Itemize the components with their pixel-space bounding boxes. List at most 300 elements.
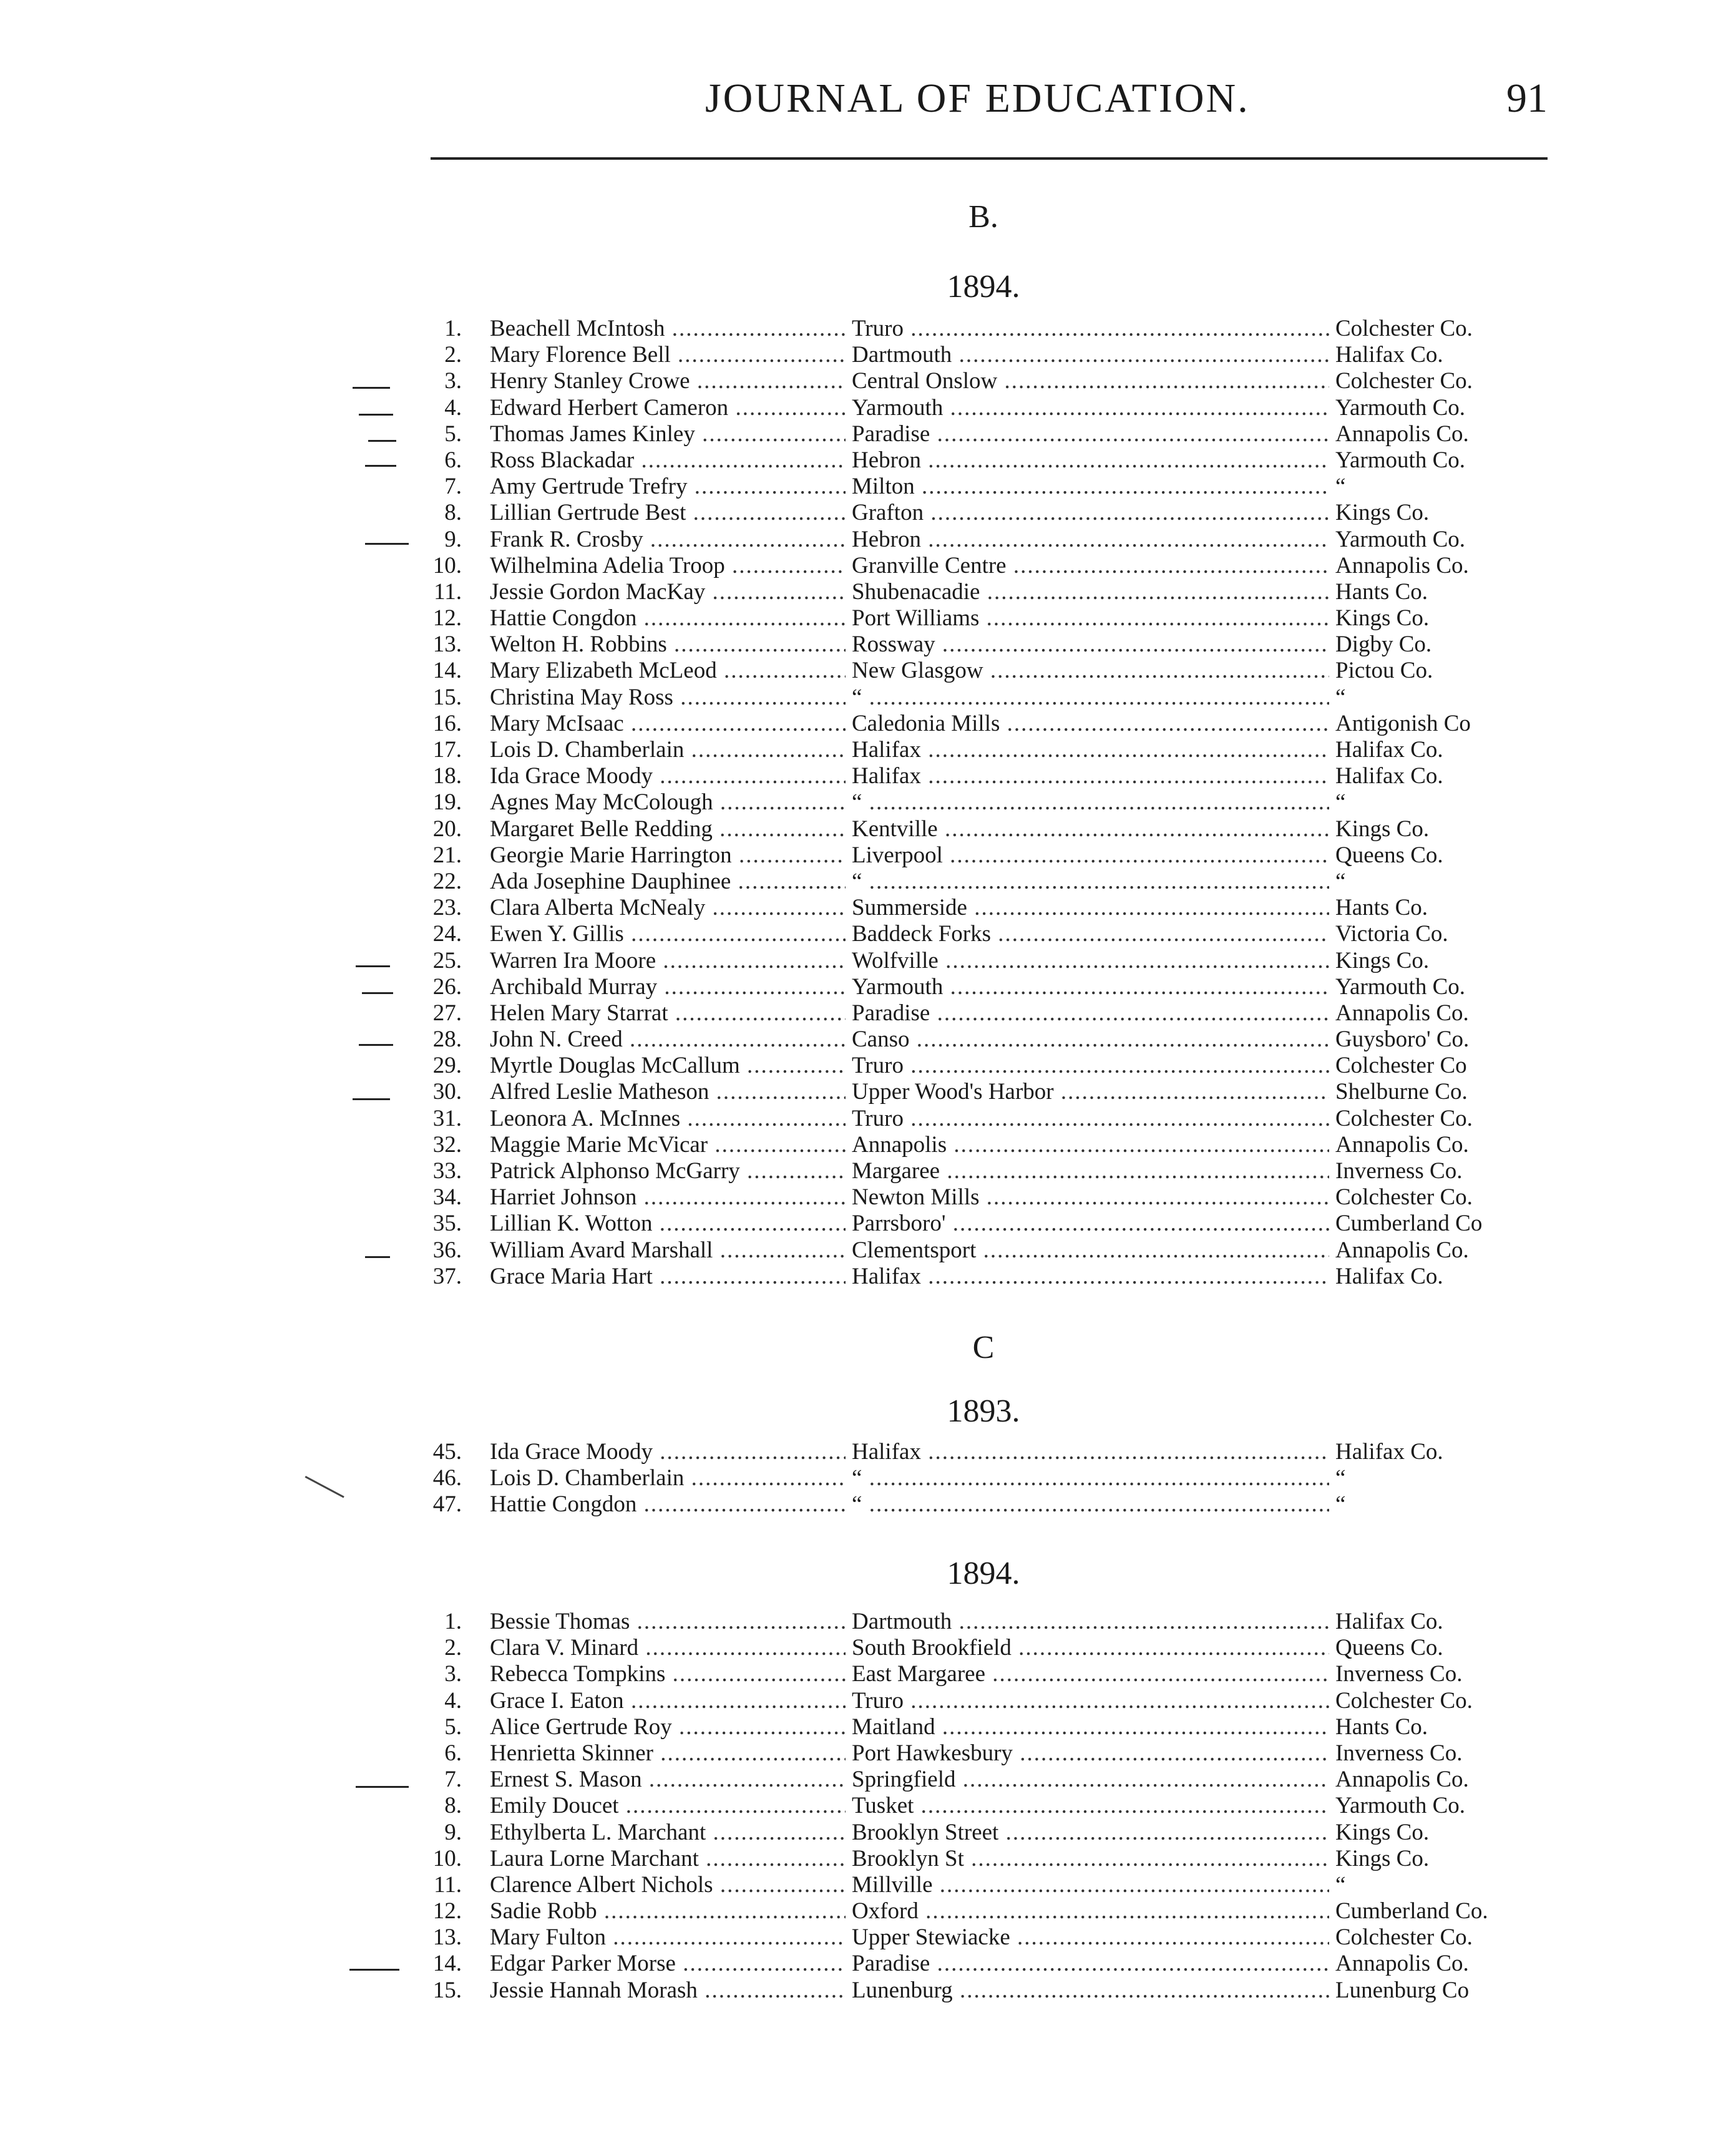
entry-number: 11. <box>434 1871 462 1898</box>
county-name: Halifax Co. <box>1335 737 1443 763</box>
county-name: Annapolis Co. <box>1335 1237 1469 1263</box>
entry-row <box>0 395 1736 421</box>
place-name: Lunenburg ..... <box>852 1978 1329 2004</box>
county-name: Annapolis Co. <box>1335 421 1469 447</box>
place-name: Port Williams ..... <box>852 605 1329 632</box>
county-name: Hants Co. <box>1335 895 1428 921</box>
place-name: Truro ..... <box>852 316 1329 342</box>
header-rule <box>431 157 1548 160</box>
county-name: “ <box>1335 1491 1346 1518</box>
section-c-year-1894-heading <box>0 1555 1736 1592</box>
entry-row <box>0 1027 1736 1053</box>
place-name: Upper Stewiacke ..... <box>852 1924 1329 1951</box>
place-name: Maitland ..... <box>852 1714 1329 1740</box>
county-name: Annapolis Co. <box>1335 1131 1469 1158</box>
entry-number: 25. <box>432 947 462 973</box>
student-name: Leonora A. McInnes ..... <box>490 1106 846 1132</box>
student-name: Thomas James Kinley ..... <box>490 421 846 447</box>
entry-row <box>0 1491 1736 1518</box>
county-name: Hants Co. <box>1335 578 1428 605</box>
student-name: Hattie Congdon ..... <box>490 605 846 632</box>
place-name: East Margaree ..... <box>852 1661 1329 1687</box>
place-name: Halifax ..... <box>852 1439 1329 1465</box>
student-name: Grace I. Eaton ..... <box>490 1688 846 1714</box>
entry-row <box>0 1978 1736 2004</box>
student-name: Ewen Y. Gillis ..... <box>490 921 846 947</box>
entry-number: 29. <box>432 1053 462 1079</box>
entry-number: 6. <box>444 1740 462 1766</box>
student-name: Lillian K. Wotton ..... <box>490 1211 846 1237</box>
entry-row <box>0 1079 1736 1105</box>
student-name: Henry Stanley Crowe ..... <box>490 368 846 394</box>
county-name: Kings Co. <box>1335 605 1430 632</box>
student-name: Myrtle Douglas McCallum ..... <box>490 1053 846 1079</box>
county-name: Kings Co. <box>1335 500 1430 526</box>
section-letter: C <box>972 1330 995 1365</box>
entry-row <box>0 1237 1736 1264</box>
county-name: Hants Co. <box>1335 1714 1428 1740</box>
county-name: Halifax Co. <box>1335 1439 1443 1465</box>
place-name: New Glasgow ..... <box>852 658 1329 684</box>
place-name: Hebron ..... <box>852 447 1329 474</box>
section-b-list <box>0 316 1736 1290</box>
entry-number: 18. <box>432 763 462 789</box>
entry-row <box>0 1661 1736 1687</box>
student-name: Lois D. Chamberlain ..... <box>490 1465 846 1491</box>
place-name: Summerside ..... <box>852 895 1329 921</box>
student-name: Mary McIsaac ..... <box>490 711 846 737</box>
county-name: Pictou Co. <box>1335 658 1433 684</box>
student-name: Beachell McIntosh ..... <box>490 316 846 342</box>
county-name: Halifax Co. <box>1335 1609 1443 1634</box>
county-name: Victoria Co. <box>1335 921 1448 947</box>
student-name: Lois D. Chamberlain ..... <box>490 737 846 763</box>
entry-number: 32. <box>432 1131 462 1158</box>
entry-row <box>0 447 1736 474</box>
student-name: Hattie Congdon ..... <box>490 1491 846 1518</box>
county-name: “ <box>1335 1871 1346 1898</box>
county-name: Digby Co. <box>1335 632 1432 658</box>
place-name: Kentville ..... <box>852 816 1329 842</box>
place-name: Springfield ..... <box>852 1767 1329 1793</box>
county-name: Kings Co. <box>1335 947 1430 973</box>
place-name: Brooklyn St ..... <box>852 1846 1329 1872</box>
student-name: Archibald Murray ..... <box>490 974 846 1000</box>
county-name: Colchester Co. <box>1335 1184 1473 1211</box>
student-name: Emily Doucet ..... <box>490 1793 846 1819</box>
place-name: Yarmouth ..... <box>852 395 1329 421</box>
county-name: Cumberland Co. <box>1335 1898 1488 1924</box>
entry-number: 19. <box>432 789 462 816</box>
place-name: Millville ..... <box>852 1872 1329 1898</box>
place-name: Grafton ..... <box>852 500 1329 526</box>
entry-row <box>0 974 1736 1000</box>
entry-number: 5. <box>444 421 462 447</box>
entry-number: 4. <box>444 394 462 421</box>
entry-row <box>0 1688 1736 1714</box>
student-name: Georgie Marie Harrington ..... <box>490 842 846 869</box>
entry-row <box>0 1951 1736 1977</box>
student-name: Christina May Ross ..... <box>490 685 846 711</box>
student-name: Margaret Belle Redding ..... <box>490 816 846 842</box>
entry-number: 12. <box>432 1898 462 1924</box>
entry-row <box>0 921 1736 947</box>
entry-row <box>0 316 1736 342</box>
entry-number: 13. <box>432 632 462 658</box>
entry-number: 13. <box>432 1924 462 1951</box>
place-name: Canso ..... <box>852 1027 1329 1053</box>
county-name: Yarmouth Co. <box>1335 1793 1465 1819</box>
entry-number: 23. <box>432 895 462 921</box>
student-name: Ada Josephine Dauphinee ..... <box>490 869 846 895</box>
entry-row <box>0 1211 1736 1237</box>
student-name: Harriet Johnson ..... <box>490 1184 846 1211</box>
entry-number: 7. <box>444 1767 462 1793</box>
county-name: Annapolis Co. <box>1335 552 1469 578</box>
entry-row <box>0 368 1736 394</box>
student-name: Edward Herbert Cameron ..... <box>490 395 846 421</box>
entry-row <box>0 1872 1736 1898</box>
place-name: Central Onslow ..... <box>852 368 1329 394</box>
entry-row <box>0 1714 1736 1740</box>
entry-row <box>0 1740 1736 1767</box>
place-name: Paradise ..... <box>852 1951 1329 1977</box>
county-name: Annapolis Co. <box>1335 1000 1469 1026</box>
place-name: “ ..... <box>852 1465 1329 1491</box>
place-name: Caledonia Mills ..... <box>852 711 1329 737</box>
margin-mark <box>365 465 396 467</box>
entry-number: 17. <box>432 737 462 763</box>
entry-number: 9. <box>444 526 462 552</box>
entry-number: 34. <box>432 1184 462 1211</box>
entry-row <box>0 1465 1736 1491</box>
place-name: Paradise ..... <box>852 1000 1329 1027</box>
running-title: JOURNAL OF EDUCATION. <box>705 76 1250 121</box>
county-name: Yarmouth Co. <box>1335 526 1465 552</box>
student-name: Bessie Thomas ..... <box>490 1609 846 1635</box>
place-name: Baddeck Forks ..... <box>852 921 1329 947</box>
place-name: Truro ..... <box>852 1106 1329 1132</box>
place-name: Oxford ..... <box>852 1898 1329 1924</box>
county-name: Halifax Co. <box>1335 1263 1443 1289</box>
entry-number: 3. <box>444 368 462 394</box>
student-name: Grace Maria Hart ..... <box>490 1264 846 1290</box>
margin-mark <box>356 965 390 967</box>
student-name: Ethylberta L. Marchant ..... <box>490 1820 846 1846</box>
entry-number: 37. <box>432 1263 462 1289</box>
county-name: Queens Co. <box>1335 842 1443 868</box>
entry-number: 27. <box>432 1000 462 1026</box>
entry-number: 11. <box>434 578 462 605</box>
county-name: Antigonish Co <box>1335 710 1471 736</box>
county-name: Colchester Co. <box>1335 1105 1473 1131</box>
county-name: Kings Co. <box>1335 1845 1430 1871</box>
place-name: Upper Wood's Harbor ..... <box>852 1079 1329 1105</box>
entry-row <box>0 1132 1736 1158</box>
county-name: Yarmouth Co. <box>1335 447 1465 473</box>
place-name: Halifax ..... <box>852 763 1329 789</box>
county-name: Annapolis Co. <box>1335 1951 1469 1977</box>
place-name: Yarmouth ..... <box>852 974 1329 1000</box>
county-name: “ <box>1335 1465 1346 1491</box>
entry-number: 8. <box>444 1793 462 1819</box>
entry-number: 14. <box>432 658 462 684</box>
county-name: Halifax Co. <box>1335 342 1443 368</box>
entry-row <box>0 527 1736 553</box>
entry-row <box>0 1767 1736 1793</box>
entry-number: 26. <box>432 973 462 1000</box>
margin-mark <box>368 440 396 442</box>
county-name: Lunenburg Co <box>1335 1977 1470 2003</box>
student-name: Wilhelmina Adelia Troop ..... <box>490 553 846 579</box>
student-name: Alice Gertrude Roy ..... <box>490 1714 846 1740</box>
entry-row <box>0 342 1736 368</box>
entry-row <box>0 579 1736 605</box>
student-name: Edgar Parker Morse ..... <box>490 1951 846 1977</box>
entry-number: 15. <box>432 684 462 710</box>
section-c-heading <box>0 1329 1736 1366</box>
place-name: “ ..... <box>852 1491 1329 1518</box>
year-heading: 1893. <box>947 1393 1020 1429</box>
entry-row <box>0 763 1736 789</box>
student-name: Maggie Marie McVicar ..... <box>490 1132 846 1158</box>
entry-row <box>0 1924 1736 1951</box>
margin-mark <box>349 1969 399 1971</box>
entry-row <box>0 421 1736 447</box>
entry-number: 24. <box>432 921 462 947</box>
place-name: Truro ..... <box>852 1688 1329 1714</box>
place-name: Milton ..... <box>852 474 1329 500</box>
entry-number: 7. <box>444 474 462 500</box>
margin-mark <box>359 1044 393 1046</box>
entry-number: 8. <box>444 500 462 526</box>
entry-number: 1. <box>444 316 462 341</box>
county-name: Guysboro' Co. <box>1335 1027 1470 1053</box>
student-name: Agnes May McColough ..... <box>490 789 846 816</box>
entry-number: 6. <box>444 447 462 473</box>
entry-number: 2. <box>444 1635 462 1661</box>
county-name: Inverness Co. <box>1335 1158 1463 1184</box>
entry-number: 9. <box>444 1819 462 1845</box>
entry-row <box>0 1000 1736 1027</box>
student-name: Alfred Leslie Matheson ..... <box>490 1079 846 1105</box>
margin-mark <box>356 1786 409 1788</box>
county-name: Yarmouth Co. <box>1335 973 1465 1000</box>
entry-row <box>0 711 1736 737</box>
entry-row <box>0 895 1736 921</box>
student-name: Welton H. Robbins ..... <box>490 632 846 658</box>
place-name: Hebron ..... <box>852 527 1329 553</box>
entry-number: 3. <box>444 1661 462 1687</box>
student-name: Ida Grace Moody ..... <box>490 1439 846 1465</box>
student-name: Frank R. Crosby ..... <box>490 527 846 553</box>
place-name: Liverpool ..... <box>852 842 1329 869</box>
section-c-year-1893-heading <box>0 1393 1736 1430</box>
student-name: Helen Mary Starrat ..... <box>490 1000 846 1027</box>
entry-row <box>0 1635 1736 1661</box>
entry-row <box>0 1898 1736 1924</box>
student-name: Mary Florence Bell ..... <box>490 342 846 368</box>
entry-number: 15. <box>432 1977 462 2003</box>
entry-row <box>0 1439 1736 1465</box>
place-name: Brooklyn Street ..... <box>852 1820 1329 1846</box>
county-name: Yarmouth Co. <box>1335 394 1465 421</box>
place-name: Truro ..... <box>852 1053 1329 1079</box>
margin-mark <box>353 1098 390 1100</box>
entry-number: 10. <box>432 552 462 578</box>
place-name: Tusket ..... <box>852 1793 1329 1819</box>
section-c-1894-list <box>0 1609 1736 2004</box>
entry-row <box>0 948 1736 974</box>
county-name: “ <box>1335 474 1346 500</box>
entry-row <box>0 869 1736 895</box>
county-name: Cumberland Co <box>1335 1211 1483 1237</box>
county-name: Kings Co. <box>1335 816 1430 842</box>
place-name: Halifax ..... <box>852 737 1329 763</box>
student-name: Ernest S. Mason ..... <box>490 1767 846 1793</box>
county-name: Inverness Co. <box>1335 1740 1463 1766</box>
county-name: Queens Co. <box>1335 1635 1443 1661</box>
entry-number: 35. <box>432 1211 462 1237</box>
entry-number: 30. <box>432 1079 462 1105</box>
place-name: “ ..... <box>852 789 1329 816</box>
student-name: Sadie Robb ..... <box>490 1898 846 1924</box>
place-name: Annapolis ..... <box>852 1132 1329 1158</box>
entry-number: 12. <box>432 605 462 632</box>
entry-number: 28. <box>432 1027 462 1053</box>
entry-row <box>0 1820 1736 1846</box>
entry-row <box>0 1184 1736 1211</box>
county-name: Colchester Co. <box>1335 368 1473 394</box>
entry-number: 31. <box>432 1105 462 1131</box>
county-name: Inverness Co. <box>1335 1661 1463 1687</box>
county-name: Colchester Co. <box>1335 1687 1473 1714</box>
entry-row <box>0 1846 1736 1872</box>
year-heading: 1894. <box>947 269 1020 305</box>
entry-number: 16. <box>432 710 462 736</box>
student-name: Clara V. Minard ..... <box>490 1635 846 1661</box>
year-heading: 1894. <box>947 1556 1020 1591</box>
entry-number: 46. <box>432 1465 462 1491</box>
county-name: Colchester Co <box>1335 1053 1467 1079</box>
entry-number: 1. <box>444 1609 462 1634</box>
entry-row <box>0 737 1736 763</box>
county-name: Kings Co. <box>1335 1819 1430 1845</box>
entry-row <box>0 1158 1736 1184</box>
student-name: Ross Blackadar ..... <box>490 447 846 474</box>
county-name: Halifax Co. <box>1335 763 1443 789</box>
student-name: Clarence Albert Nichols ..... <box>490 1872 846 1898</box>
student-name: Henrietta Skinner ..... <box>490 1740 846 1767</box>
page-number: 91 <box>1506 76 1548 121</box>
section-b-year-heading <box>0 268 1736 305</box>
entry-number: 10. <box>432 1845 462 1871</box>
student-name: Clara Alberta McNealy ..... <box>490 895 846 921</box>
entry-row <box>0 605 1736 632</box>
section-c-1893-list <box>0 1439 1736 1518</box>
place-name: Parrsboro' ..... <box>852 1211 1329 1237</box>
student-name: Laura Lorne Marchant ..... <box>490 1846 846 1872</box>
student-name: Rebecca Tompkins ..... <box>490 1661 846 1687</box>
entry-row <box>0 553 1736 579</box>
student-name: Warren Ira Moore ..... <box>490 948 846 974</box>
entry-number: 21. <box>432 842 462 868</box>
margin-mark <box>365 543 409 545</box>
county-name: “ <box>1335 684 1346 710</box>
student-name: Ida Grace Moody ..... <box>490 763 846 789</box>
entry-number: 33. <box>432 1158 462 1184</box>
entry-number: 14. <box>432 1951 462 1977</box>
entry-number: 47. <box>432 1491 462 1518</box>
student-name: Amy Gertrude Trefry ..... <box>490 474 846 500</box>
entry-row <box>0 1106 1736 1132</box>
entry-row <box>0 658 1736 684</box>
place-name: Paradise ..... <box>852 421 1329 447</box>
place-name: Dartmouth ..... <box>852 1609 1329 1635</box>
place-name: Wolfville ..... <box>852 948 1329 974</box>
student-name: Lillian Gertrude Best ..... <box>490 500 846 526</box>
place-name: Shubenacadie ..... <box>852 579 1329 605</box>
entry-number: 4. <box>444 1687 462 1714</box>
student-name: Jessie Gordon MacKay ..... <box>490 579 846 605</box>
entry-row <box>0 500 1736 526</box>
student-name: Patrick Alphonso McGarry ..... <box>490 1158 846 1184</box>
entry-row <box>0 842 1736 869</box>
place-name: Newton Mills ..... <box>852 1184 1329 1211</box>
student-name: John N. Creed ..... <box>490 1027 846 1053</box>
place-name: Port Hawkesbury ..... <box>852 1740 1329 1767</box>
margin-mark <box>353 387 390 389</box>
entry-row <box>0 1053 1736 1079</box>
entry-number: 5. <box>444 1714 462 1740</box>
margin-mark <box>362 992 393 994</box>
page-header <box>431 75 1548 131</box>
place-name: Rossway ..... <box>852 632 1329 658</box>
place-name: Halifax ..... <box>852 1264 1329 1290</box>
entry-number: 20. <box>432 816 462 842</box>
entry-row <box>0 1609 1736 1635</box>
entry-row <box>0 474 1736 500</box>
entry-row <box>0 816 1736 842</box>
entry-row <box>0 1264 1736 1290</box>
place-name: Clementsport ..... <box>852 1237 1329 1264</box>
section-b-heading <box>0 198 1736 235</box>
place-name: “ ..... <box>852 685 1329 711</box>
place-name: Granville Centre ..... <box>852 553 1329 579</box>
student-name: Mary Fulton ..... <box>490 1924 846 1951</box>
place-name: Margaree ..... <box>852 1158 1329 1184</box>
student-name: William Avard Marshall ..... <box>490 1237 846 1264</box>
entry-row <box>0 685 1736 711</box>
county-name: “ <box>1335 868 1346 894</box>
county-name: Colchester Co. <box>1335 316 1473 341</box>
section-letter: B. <box>968 199 998 235</box>
student-name: Jessie Hannah Morash ..... <box>490 1978 846 2004</box>
county-name: Colchester Co. <box>1335 1924 1473 1951</box>
place-name: “ ..... <box>852 869 1329 895</box>
entry-number: 22. <box>432 868 462 894</box>
entry-row <box>0 1793 1736 1819</box>
entry-row <box>0 632 1736 658</box>
margin-mark <box>365 1256 390 1258</box>
student-name: Mary Elizabeth McLeod ..... <box>490 658 846 684</box>
county-name: Shelburne Co. <box>1335 1079 1468 1105</box>
entry-number: 2. <box>444 342 462 368</box>
margin-mark <box>359 414 393 416</box>
place-name: South Brookfield ..... <box>852 1635 1329 1661</box>
county-name: “ <box>1335 789 1346 816</box>
entry-row <box>0 789 1736 816</box>
